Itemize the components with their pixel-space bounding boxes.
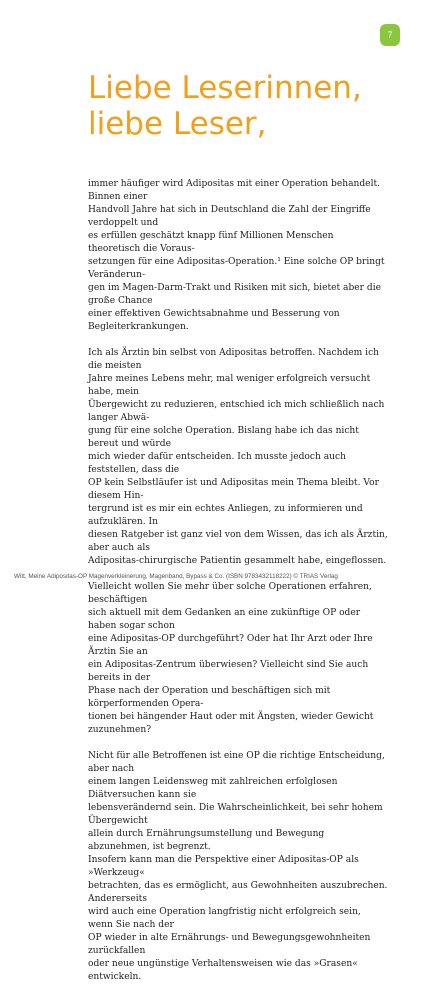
paragraph-2: Ich als Ärztin bin selbst von Adipositas betroffen. Nachdem ich die meisten Jahre meines Lebens mehr, mal weniger erfolgreich versucht habe, mein Übergewicht zu reduzieren, entschied ich mich schließlich nach langer Abwä- gung für eine solche Operation. Bislang habe ich das nicht bereut und würde mich wieder dafür entscheiden. Ich musste jedoch auch feststellen, dass die OP kein Selbstläufer ist und Adipositas mein Thema bleibt. Vor diesem Hin- tergrund ist es mir ein echtes Anliegen, zu informieren und aufzuklären. In diesen Ratgeber ist ganz viel von dem Wissen, das ich als Ärztin, aber auch als Adipositas-chirurgische Patientin gesammelt habe, eingeflossen. [88,348,388,566]
body-text [88,178,388,997]
heading-line-2: liebe Leser, [88,106,267,142]
paragraph-3: Vielleicht wollen Sie mehr über solche Operationen erfahren, beschäftigen sich aktuell mit dem Gedanken an eine zukünftige OP oder haben sogar schon eine Adipositas-OP durchgeführt? Oder hat Ihr Arzt oder Ihre Ärztin Sie an ein Adipositas-Zentrum überwiesen? Vielleicht sind Sie auch bereits in der Phase nach der Operation und beschäftigen sich mit körperformenden Opera- tionen bei hängender Haut oder mit Ängsten, wieder Gewicht zuzunehmen? [88,582,374,735]
page-number: 7 [387,30,393,40]
heading-line-1: Liebe Leserinnen, [88,70,362,106]
page-number-badge [380,24,400,46]
page-heading [88,70,362,142]
paragraph-4: Nicht für alle Betroffenen ist eine OP die richtige Entscheidung, aber nach einem langen Leidensweg mit zahlreichen erfolglosen Diätversuchen kann sie lebensverändernd sein. Die Wahrscheinlichkeit, bei sehr hohem Übergewicht allein durch Ernährungsumstellung und Bewegung abzunehmen, ist begrenzt. Insofern kann man die Perspektive einer Adipositas-OP als »Werkzeug« betrachten, das es ermöglicht, aus Gewohnheiten auszubrechen. Andererseits wird auch eine Operation langfristig nicht erfolgreich sein, wenn Sie nach der OP wieder in alte Ernährungs- und Bewegungsgewohnheiten zurückfallen oder neue ungünstige Verhaltensweisen wie das »Grasen« entwickeln. [88,751,388,982]
paragraph-1: immer häufiger wird Adipositas mit einer Operation behandelt. Binnen einer Handvoll Jahre hat sich in Deutschland die Zahl der Eingriffe verdoppelt und es erfüllen geschätzt knapp fünf Millionen Menschen theoretisch die Voraus- setzungen für eine Adipositas-Operation.¹ Eine solche OP bringt Veränderun- gen im Magen-Darm-Trakt und Risiken mit sich, bietet aber die große Chance einer effektiven Gewichtsabnahme und Besserung von Begleiterkrankungen. [88,179,385,332]
copyright-footer: Witt, Meine Adipositas-OP Magenverkleinerung, Magenband, Bypass & Co. (ISBN 9783432118222) © TRIAS Verlag [14,573,338,580]
